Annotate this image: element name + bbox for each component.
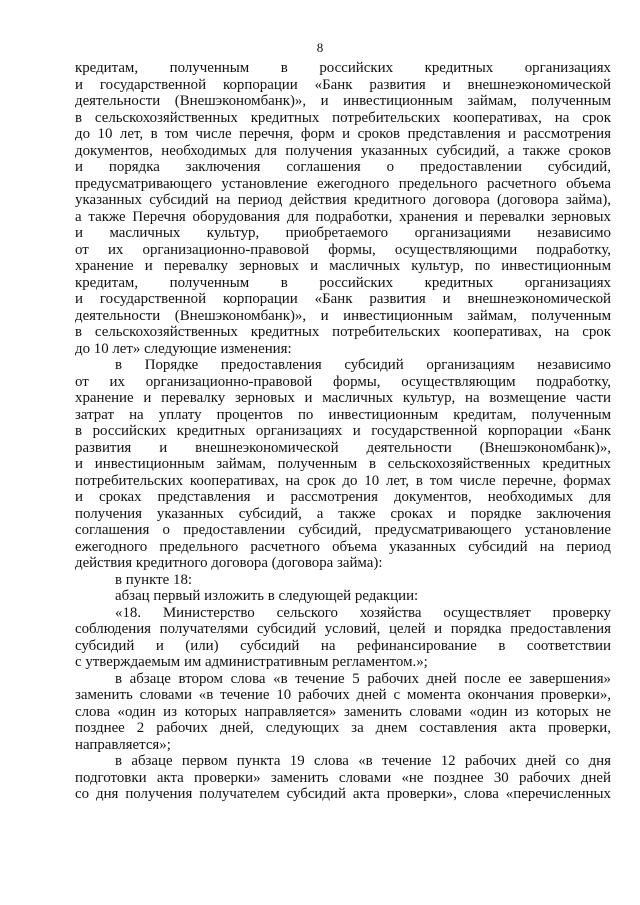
text-line: развития и внешнеэкономической деятельности (Внешэкономбанк)», (75, 439, 611, 456)
text-line: позднее 2 рабочих дней, следующих за днем составления акта проверки, (75, 720, 611, 736)
text-line: до 10 лет, в том числе перечня, форм и сроков представления и рассмотрения (75, 126, 611, 142)
page-number: 8 (316, 40, 324, 55)
text-line: «18. Министерство сельского хозяйства осуществляет проверку (115, 604, 611, 621)
text-line: а также Перечня оборудования для подработки, хранения и перевалки зерновых (75, 208, 611, 225)
text-line: действия кредитного договора (договора займа): (75, 555, 383, 571)
document-body (75, 60, 611, 803)
text-line: предусматривающего установление ежегодного предельного расчетного объема (75, 175, 611, 192)
text-line: с утверждаемым им административным регламентом.»; (75, 654, 428, 670)
text-line: хранение и перевалку зерновых и масличных культур, по инвестиционным (75, 258, 611, 274)
text-line: кредитам, полученным в российских кредитных организациях (75, 274, 611, 291)
text-line: направляется»; (75, 736, 171, 753)
text-line: абзац первый изложить в следующей редакции: (115, 588, 419, 604)
text-line: кредитам, полученным в российских кредитных организациях (75, 60, 611, 76)
text-line: со дня получения получателем субсидий акта проверки», слова «перечисленных (75, 786, 611, 802)
text-line: соглашения о предоставлении субсидий, предусматривающего установление (75, 522, 611, 538)
text-line: подготовки акта проверки» заменить словами «не позднее 30 рабочих дней (75, 769, 611, 786)
text-line: заменить словами «в течение 10 рабочих дней с момента окончания проверки», (75, 687, 611, 703)
text-line: от их организационно-правовой формы, осуществляющим подработку, (75, 373, 611, 390)
text-line: в российских кредитных организациях и государственной корпорации «Банк (75, 423, 611, 439)
text-line: документов, необходимых для получения указанных субсидий, а также сроков (75, 142, 611, 159)
text-line: в пункте 18: (115, 571, 193, 588)
text-line: деятельности (Внешэкономбанк)», и инвестиционным займам, полученным (75, 307, 611, 324)
text-line: и государственной корпорации «Банк развития и внешнеэкономической (75, 76, 611, 93)
text-line: ежегодного предельного расчетного объема указанных субсидий на период (75, 538, 611, 555)
text-line: соблюдения получателями субсидий условий, целей и порядка предоставления (75, 621, 611, 637)
text-line: и инвестиционным займам, полученным в сельскохозяйственных кредитных (75, 456, 611, 472)
text-line: в абзаце втором слова «в течение 5 рабочих дней после ее завершения» (115, 670, 611, 687)
text-line: и государственной корпорации «Банк развития и внешнеэкономической (75, 291, 611, 307)
text-line: деятельности (Внешэкономбанк)», и инвестиционным займам, полученным (75, 93, 611, 109)
text-line: получения указанных субсидий, а также сроках и порядке заключения (75, 505, 611, 522)
text-line: в сельскохозяйственных кредитных потребительских кооперативах, на срок (75, 109, 611, 126)
text-line: и сроках представления и рассмотрения документов, необходимых для (75, 489, 611, 505)
text-line: слова «один из которых направляется» заменить словами «один из которых не (75, 703, 611, 720)
text-line: в Порядке предоставления субсидий организациям независимо (115, 357, 611, 373)
text-line: до 10 лет» следующие изменения: (75, 340, 292, 357)
text-line: и масличных культур, приобретаемого организациями независимо (75, 225, 611, 241)
text-line: в сельскохозяйственных кредитных потребительских кооперативах, на срок (75, 324, 611, 340)
text-line: и порядка заключения соглашения о предоставлении субсидий, (75, 159, 611, 175)
text-line: потребительских кооперативах, на срок до 10 лет, в том числе перечне, формах (75, 472, 611, 489)
text-line: хранение и перевалку зерновых и масличных культур, на возмещение части (75, 390, 611, 406)
text-line: указанных субсидий на период действия кредитного договора (договора займа), (75, 192, 611, 208)
text-line: затрат на уплату процентов по инвестиционным кредитам, полученным (75, 406, 611, 423)
text-line: от их организационно-правовой формы, осуществляющими подработку, (75, 241, 611, 258)
text-line: в абзаце первом пункта 19 слова «в течение 12 рабочих дней со дня (115, 753, 611, 769)
text-line: субсидий и (или) субсидий на рефинансирование в соответствии (75, 637, 611, 654)
